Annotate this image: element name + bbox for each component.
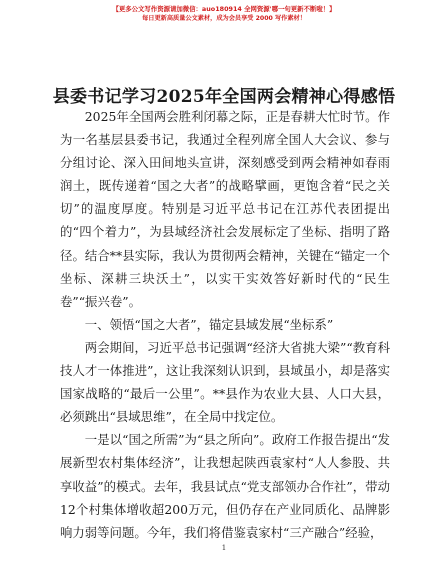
banner-line-promo: 【更多公文写作资源请加微信：auo180914 全网资源'哪一句更新不断啦！】 bbox=[112, 5, 336, 13]
paragraph-intro: 2025年全国两会胜利闭幕之际，正是春耕大忙时节。作为一名基层县委书记，我通过全程列席全国人大会议、参与分组讨论、深入田间地头宣讲，深刻感受到两会精神如春雨润土，既传递着“国之大者”的战略擘画，更饱含着“民之关切”的温度厚度。特别是习近平总书记在江苏代表团提出的“四个着力”，为县域经济社会发展标定了坐标、指明了路径。结合**县实际，我认为贯彻两会精神，关键在“锚定一个坐标、深耕三块沃土”，以实干实效答好新时代的“民生卷”“振兴卷”。 bbox=[60, 109, 390, 309]
banner-line-membership: 每日更新高质量公文素材，成为会员享受 2000 写作素材！ bbox=[142, 15, 306, 22]
section-heading-1: 一、领悟“国之大者”，锚定县域发展“坐标系” bbox=[84, 316, 334, 332]
document-title: 县委书记学习2025年全国两会精神心得感悟 bbox=[52, 87, 396, 107]
header-banner bbox=[0, 4, 448, 24]
document-body bbox=[60, 105, 390, 544]
paragraph-section-1: 两会期间，习近平总书记强调“经济大省挑大梁”“教育科技人才一体推进”，这让我深刻认识到，县域虽小，却是落实国家战略的“最后一公里”。**县作为农业大县、人口大县，必须跳出“县域思维”，在全局中找定位。 bbox=[60, 339, 390, 425]
page-number: 1 bbox=[221, 544, 227, 552]
paragraph-point-1: 一是以“国之所需”为“县之所向”。政府工作报告提出“发展新型农村集体经济”，让我想起陕西袁家村“人人参股、共享收益”的模式。去年，我县试点“党支部领办合作社”，带动12个村集体增收超200万元，但仍存在产业同质化、品牌影响力弱等问题。今年，我们将借鉴袁家村“三产融合”经验， bbox=[60, 432, 390, 540]
